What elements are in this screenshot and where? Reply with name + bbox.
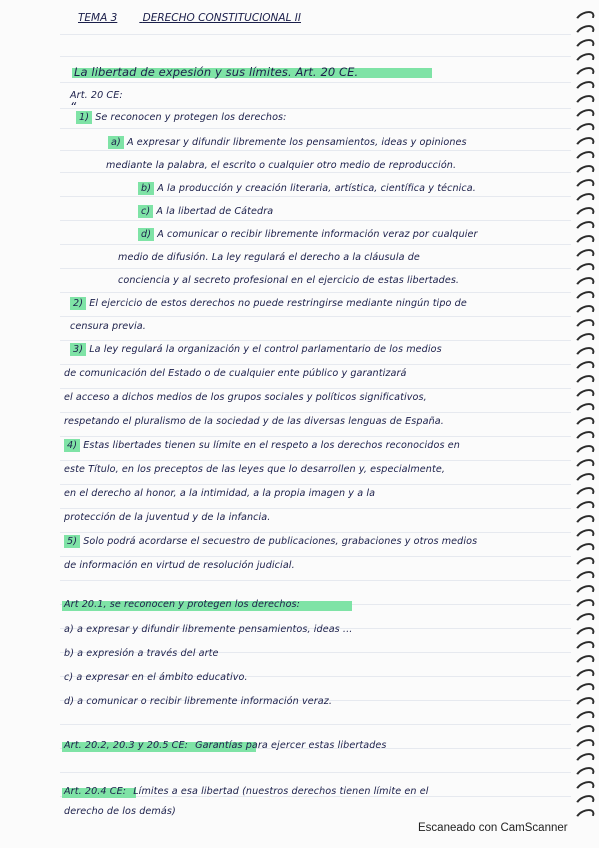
ruling-line (60, 128, 571, 129)
guarantees-text: Garantías para ejercer estas libertades (195, 740, 387, 751)
ruling-line (60, 460, 571, 461)
ruling-line (60, 340, 571, 341)
binding-ring (573, 806, 596, 825)
ruling-line (60, 172, 571, 173)
ruling-line (60, 150, 571, 151)
item-a-line-1 (108, 137, 467, 148)
item-b-text: A la producción y creación literaria, artística, científica y técnica. (157, 183, 476, 194)
limits-text-1: Límites a esa libertad (nuestros derechos tienen límite en el (133, 786, 429, 797)
ruling-line (60, 724, 571, 725)
item-b-mark: b) (138, 182, 154, 195)
ruling-line (60, 196, 571, 197)
p2-number: 2) (70, 297, 86, 310)
spiral-binding (571, 4, 593, 824)
paragraph-4-line-2: este Título, en los preceptos de las leyes que lo desarrollen y, especialmente, (64, 464, 445, 475)
paragraph-3-line-3: el acceso a dichos medios de los grupos sociales y políticos significativos, (64, 392, 427, 403)
ruling-line (60, 108, 571, 109)
guarantees-label: Art. 20.2, 20.3 y 20.5 CE: (64, 740, 188, 751)
p5-number: 5) (64, 535, 80, 548)
ruling-line (60, 388, 571, 389)
limits-label: Art. 20.4 CE: (64, 786, 127, 797)
subject-label: DERECHO CONSTITUCIONAL II (142, 12, 301, 24)
ruling-line (60, 580, 571, 581)
paragraph-3-line-1 (70, 344, 442, 355)
ruling-line (60, 484, 571, 485)
ruling-line (60, 508, 571, 509)
item-c-line (138, 206, 273, 217)
quote-mark: “ (70, 100, 77, 114)
ruling-line (60, 532, 571, 533)
item-d-line-1 (138, 229, 478, 240)
item-a-line-2: mediante la palabra, el escrito o cualquier otro medio de reproducción. (106, 160, 457, 171)
p1-number: 1) (76, 111, 92, 124)
ruling-line (60, 220, 571, 221)
item-d-text-1: A comunicar o recibir libremente información veraz por cualquier (157, 229, 478, 240)
ruling-line (60, 268, 571, 269)
item-a-text-1: A expresar y difundir libremente los pensamientos, ideas y opiniones (126, 137, 467, 148)
ruling-line (60, 56, 571, 57)
ruling-line (60, 292, 571, 293)
summary-item-a: a) a expresar y difundir libremente pensamientos, ideas ... (64, 624, 353, 635)
limits-line-2: derecho de los demás) (64, 806, 176, 817)
ruling-line (60, 556, 571, 557)
ruling-line (60, 82, 571, 83)
ruling-line (60, 244, 571, 245)
tema-label: TEMA 3 (78, 12, 118, 24)
ruling-line (60, 772, 571, 773)
ruling-line (60, 436, 571, 437)
paragraph-3-line-4: respetando el pluralismo de la sociedad y de las diversas lenguas de España. (64, 416, 444, 427)
paragraph-4-line-1 (64, 440, 460, 451)
item-d-mark: d) (138, 228, 154, 241)
summary-item-b: b) a expresión a través del arte (64, 648, 219, 659)
section-title: La libertad de expesión y sus límites. Art. 20 CE. (74, 65, 359, 79)
paragraph-5-line-1 (64, 536, 477, 547)
p1-text: Se reconocen y protegen los derechos: (95, 112, 287, 123)
item-c-mark: c) (138, 205, 153, 218)
paragraph-5-line-2: de información en virtud de resolución judicial. (64, 560, 295, 571)
item-c-text: A la libertad de Cátedra (156, 206, 274, 217)
p4-number: 4) (64, 439, 80, 452)
item-d-line-3: conciencia y al secreto profesional en el ejercicio de estas libertades. (118, 275, 460, 286)
guarantees-line (64, 740, 387, 751)
summary-item-c: c) a expresar en el ámbito educativo. (64, 672, 248, 683)
item-b-line (138, 183, 476, 194)
ruling-line (60, 34, 571, 35)
ruling-line (60, 316, 571, 317)
paragraph-2-line-2: censura previa. (70, 321, 146, 332)
p3-number: 3) (70, 343, 86, 356)
ruling-line (60, 412, 571, 413)
item-d-line-2: medio de difusión. La ley regulará el derecho a la cláusula de (118, 252, 420, 263)
p3-text-1: La ley regulará la organización y el control parlamentario de los medios (89, 344, 442, 355)
p4-text-1: Estas libertades tienen su límite en el respeto a los derechos reconocidos en (83, 440, 460, 451)
paragraph-1 (76, 112, 287, 123)
p5-text-1: Solo podrá acordarse el secuestro de publicaciones, grabaciones y otros medios (83, 536, 478, 547)
summary-item-d: d) a comunicar o recibir libremente información veraz. (64, 696, 333, 707)
limits-line-1 (64, 786, 429, 797)
paragraph-4-line-4: protección de la juventud y de la infancia. (64, 512, 271, 523)
paragraph-3-line-2: de comunicación del Estado o de cualquier ente público y garantizará (64, 368, 407, 379)
paragraph-2-line-1 (70, 298, 467, 309)
article-label: Art. 20 CE: (70, 90, 123, 101)
p2-text-1: El ejercicio de estos derechos no puede restringirse mediante ningún tipo de (89, 298, 467, 309)
summary-heading: Art 20.1, se reconocen y protegen los derechos: (64, 599, 300, 610)
paragraph-4-line-3: en el derecho al honor, a la intimidad, a la propia imagen y a la (64, 488, 376, 499)
ruling-line (60, 364, 571, 365)
scanner-watermark: Escaneado con CamScanner (418, 822, 568, 834)
item-a-mark: a) (108, 136, 124, 149)
page-header (78, 12, 323, 24)
